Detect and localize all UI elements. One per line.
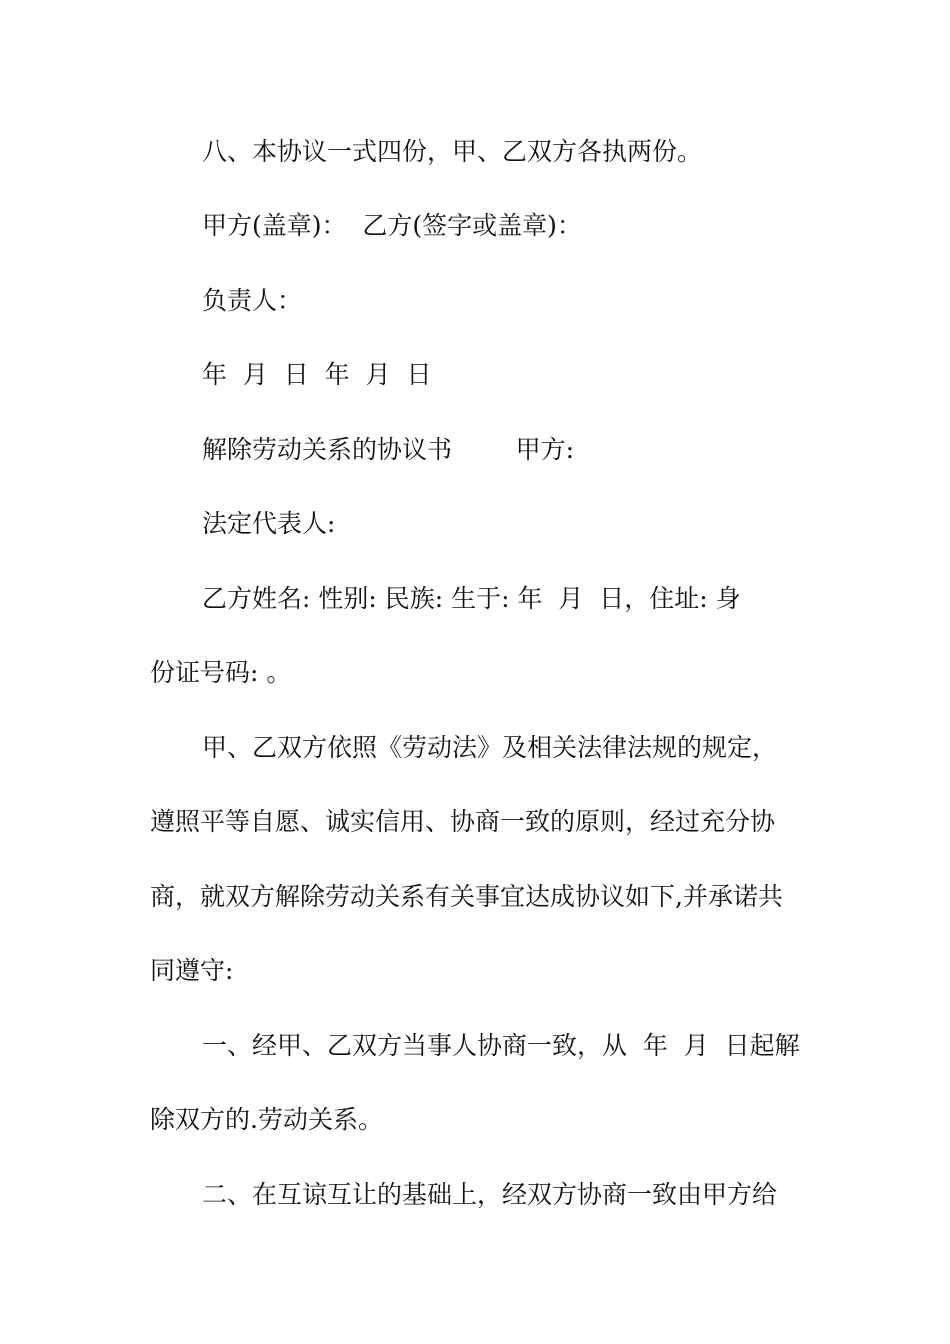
paragraph-basis-line-4: 同遵守: (150, 956, 234, 985)
signature-party-line: 甲方(盖章)： 乙方(签字或盖章)： (202, 211, 582, 240)
id-number-line: 份证号码: 。 (150, 658, 292, 687)
clause-two-line-1: 二、在互谅互让的基础上，经双方协商一致由甲方给 (202, 1180, 778, 1209)
party-b-info-line: 乙方姓名: 性别: 民族: 生于: 年 月 日，住址: 身 (202, 584, 741, 613)
paragraph-basis-line-1: 甲、乙双方依照《劳动法》及相关法律法规的规定， (202, 733, 778, 762)
legal-representative-line: 法定代表人: (202, 509, 336, 538)
agreement-title-party-a: 解除劳动关系的协议书 甲方: (202, 435, 574, 464)
responsible-person-line: 负责人： (202, 286, 303, 315)
clause-one-line-2: 除双方的.劳动关系。 (150, 1105, 383, 1134)
clause-one-line-1: 一、经甲、乙双方当事人协商一致，从 年 月 日起解 (202, 1031, 800, 1060)
date-line: 年 月 日 年 月 日 (202, 360, 432, 389)
clause-eight-copies: 八、本协议一式四份，甲、乙双方各执两份。 (202, 137, 703, 166)
paragraph-basis-line-3: 商，就双方解除劳动关系有关事宜达成协议如下,并承诺共 (150, 882, 783, 911)
paragraph-basis-line-2: 遵照平等自愿、诚实信用、协商一致的原则，经过充分协 (150, 807, 776, 836)
